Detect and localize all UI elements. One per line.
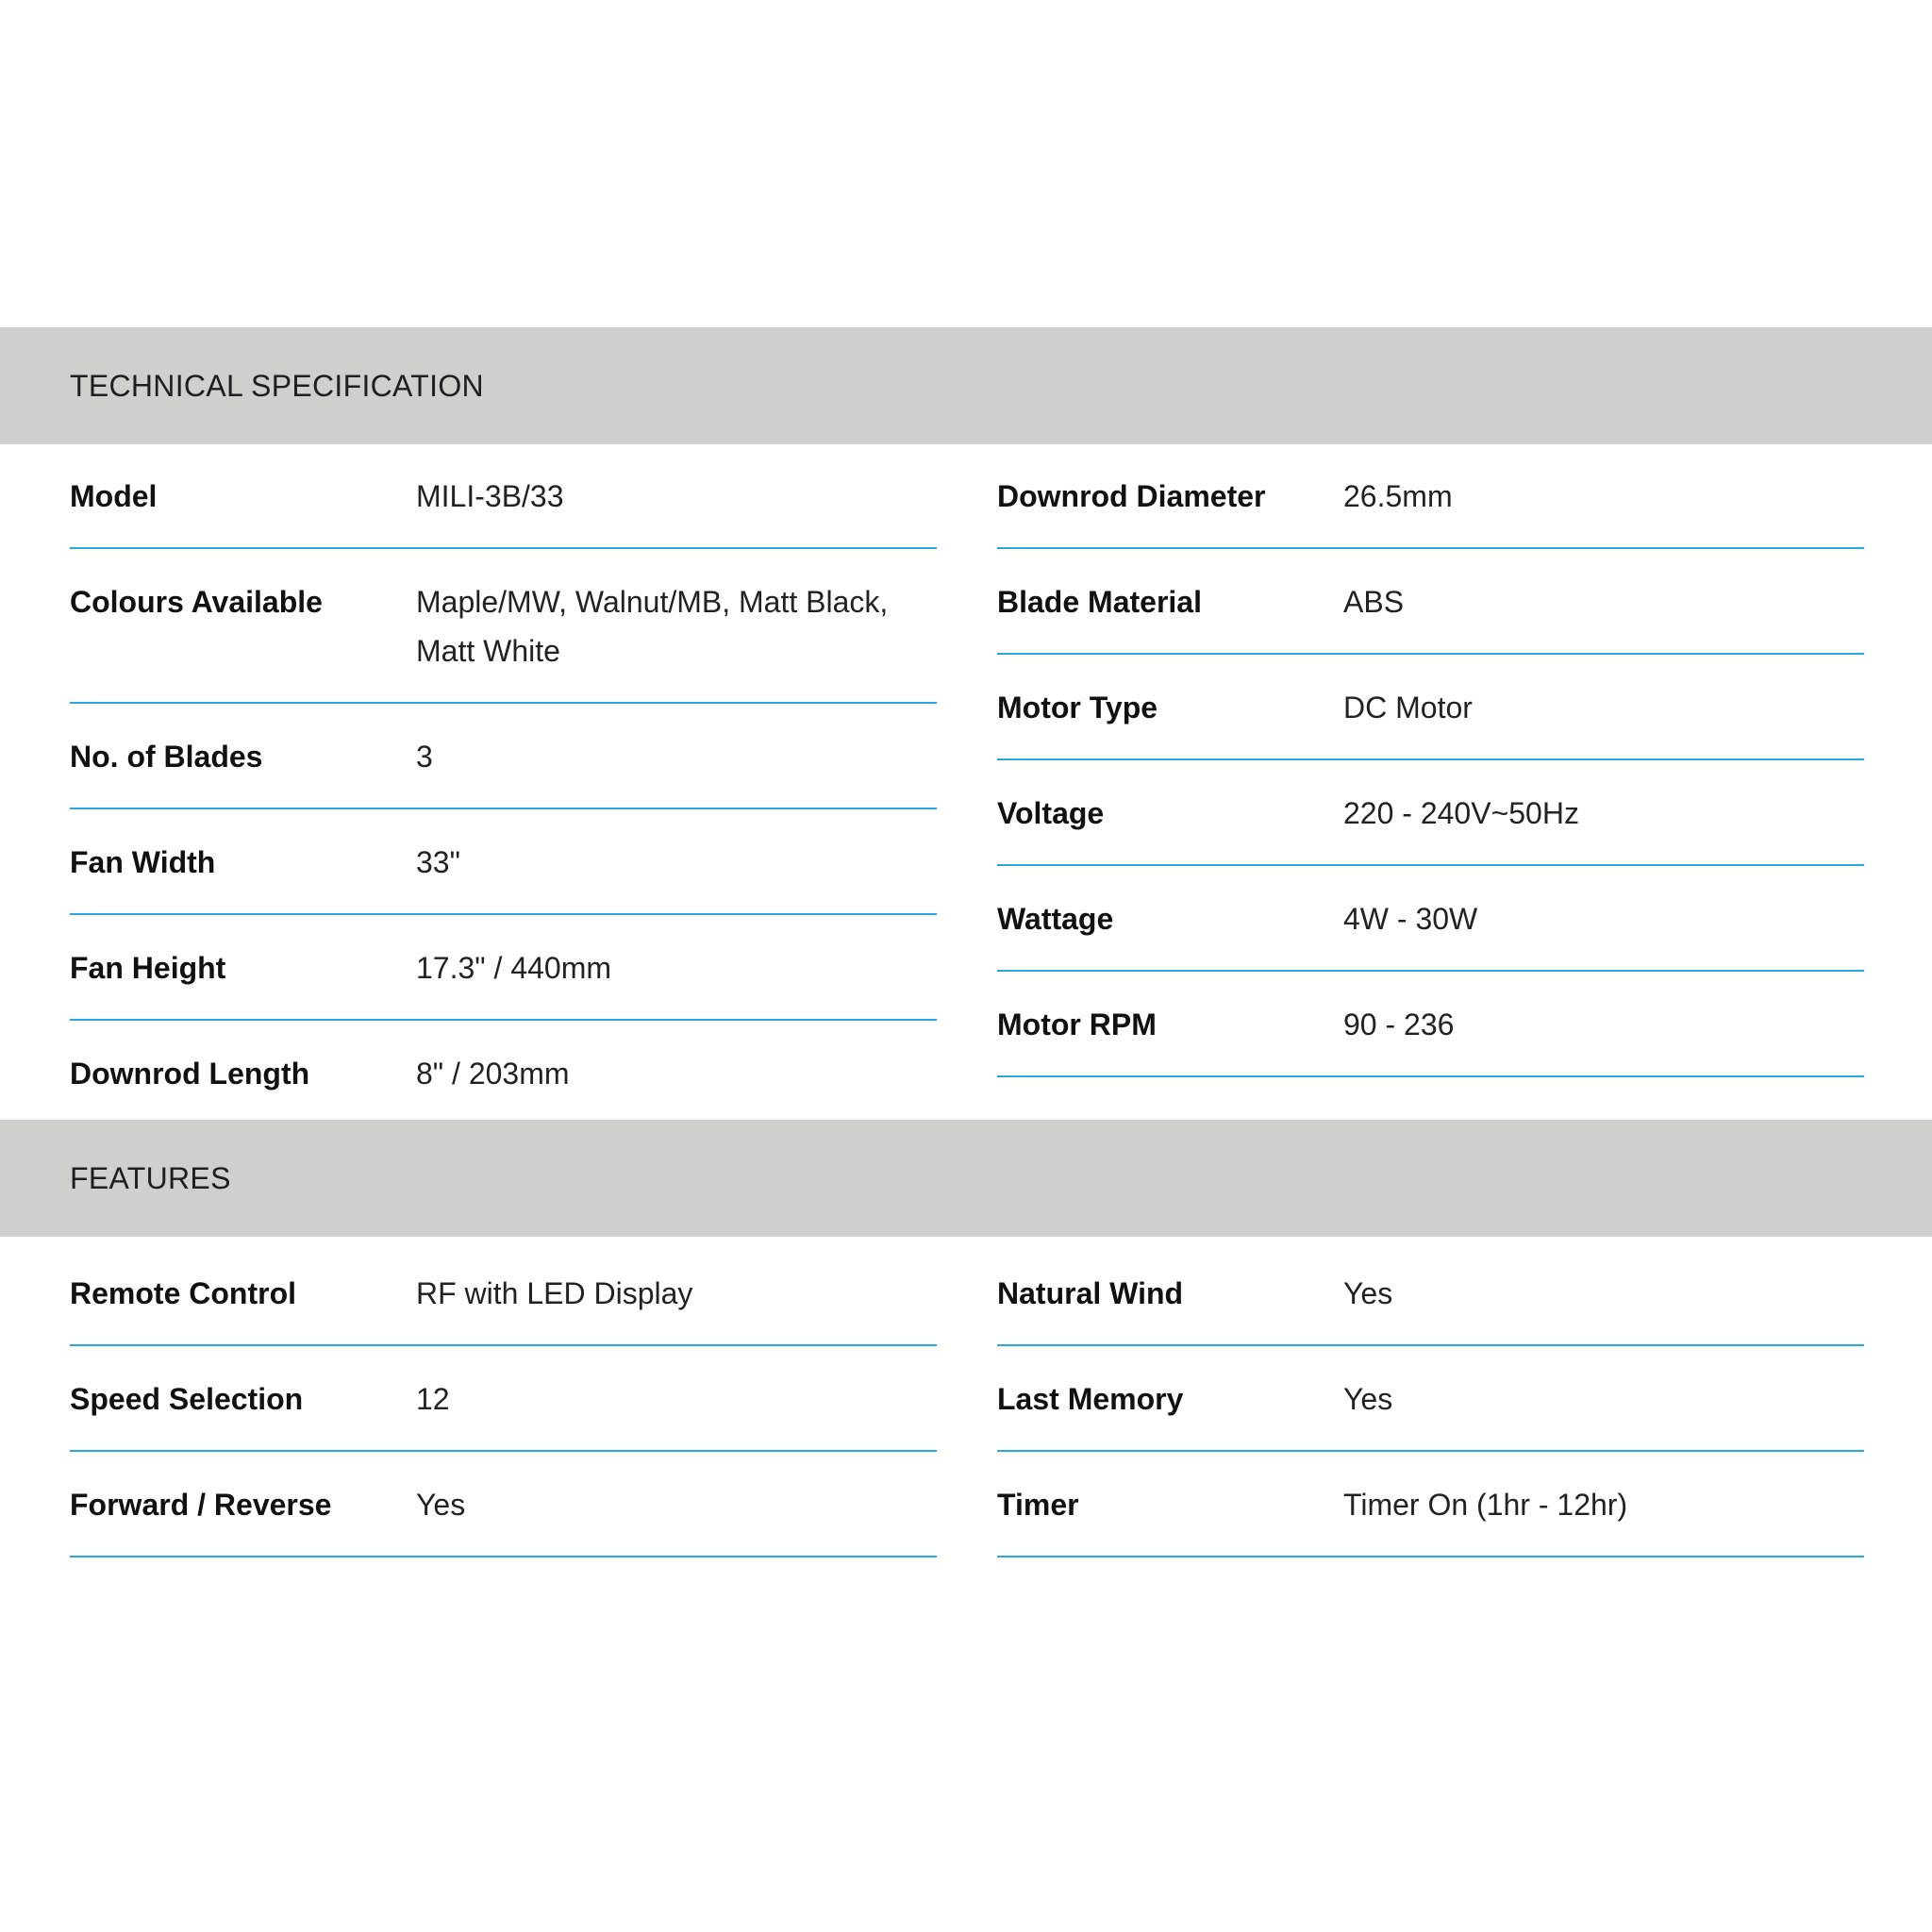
spec-row-fan-width — [70, 809, 937, 915]
spec-label: Fan Height — [70, 951, 226, 985]
features-left-column — [70, 1241, 937, 1557]
spec-label: Voltage — [997, 796, 1105, 830]
spec-value: 220 - 240V~50Hz — [1343, 796, 1579, 830]
spec-label: Model — [70, 479, 158, 513]
spec-row-motor-rpm — [997, 972, 1864, 1077]
spec-row-voltage — [997, 760, 1864, 866]
spec-row-wattage — [997, 866, 1864, 972]
feature-row-forward-reverse — [70, 1452, 937, 1557]
spec-row-fan-height — [70, 915, 937, 1021]
feature-value: Yes — [416, 1488, 466, 1522]
feature-label: Last Memory — [997, 1382, 1184, 1416]
spec-row-colours-available — [70, 549, 937, 704]
spec-value: 33" — [416, 845, 460, 879]
feature-row-natural-wind — [997, 1241, 1864, 1346]
spec-label: Motor Type — [997, 691, 1158, 724]
spec-value: Maple/MW, Walnut/MB, Matt Black, Matt White — [416, 585, 889, 668]
technical-specification-header — [0, 327, 1932, 444]
spec-label: Wattage — [997, 902, 1114, 936]
feature-label: Timer — [997, 1488, 1079, 1522]
tech-spec-left-column — [70, 443, 937, 1126]
feature-value: Yes — [1343, 1382, 1393, 1416]
spec-label: Fan Width — [70, 845, 216, 879]
feature-value: Timer On (1hr - 12hr) — [1343, 1488, 1628, 1522]
spec-row-blade-material — [997, 549, 1864, 655]
feature-row-last-memory — [997, 1346, 1864, 1452]
spec-label: Blade Material — [997, 585, 1202, 619]
feature-row-timer — [997, 1452, 1864, 1557]
spec-label: Colours Available — [70, 585, 323, 619]
feature-label: Speed Selection — [70, 1382, 304, 1416]
spec-label: Downrod Diameter — [997, 479, 1266, 513]
spec-label: Motor RPM — [997, 1008, 1157, 1041]
spec-value: MILI-3B/33 — [416, 479, 564, 513]
feature-row-remote-control — [70, 1241, 937, 1346]
features-header — [0, 1120, 1932, 1237]
feature-label: Forward / Reverse — [70, 1488, 332, 1522]
spec-value: 17.3" / 440mm — [416, 951, 612, 985]
spec-value: 3 — [416, 740, 433, 774]
feature-row-speed-selection — [70, 1346, 937, 1452]
feature-value: RF with LED Display — [416, 1276, 693, 1310]
spec-row-downrod-diameter — [997, 443, 1864, 549]
features-title: FEATURES — [70, 1160, 231, 1195]
technical-specification-title: TECHNICAL SPECIFICATION — [70, 368, 484, 403]
spec-value: 4W - 30W — [1343, 902, 1478, 936]
spec-value: DC Motor — [1343, 691, 1473, 724]
spec-value: ABS — [1343, 585, 1405, 619]
spec-row-motor-type — [997, 655, 1864, 760]
feature-value: 12 — [416, 1382, 450, 1416]
spec-label: No. of Blades — [70, 740, 263, 774]
spec-row-downrod-length — [70, 1021, 937, 1126]
feature-label: Remote Control — [70, 1276, 296, 1310]
spec-row-model — [70, 443, 937, 549]
spec-label: Downrod Length — [70, 1057, 310, 1091]
features-right-column — [997, 1241, 1864, 1557]
spec-value: 90 - 236 — [1343, 1008, 1455, 1041]
feature-value: Yes — [1343, 1276, 1393, 1310]
spec-value: 26.5mm — [1343, 479, 1453, 513]
spec-row-no-of-blades — [70, 704, 937, 809]
tech-spec-right-column — [997, 443, 1864, 1077]
spec-value: 8" / 203mm — [416, 1057, 570, 1091]
feature-label: Natural Wind — [997, 1276, 1184, 1310]
